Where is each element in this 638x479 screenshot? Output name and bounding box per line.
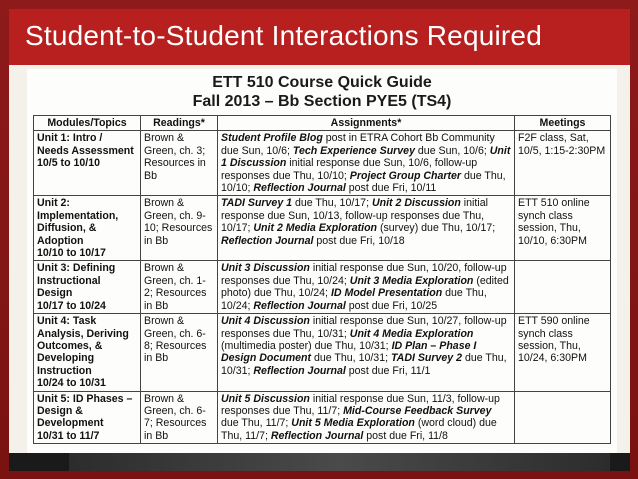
module-name: Unit 5: ID Phases – Design & Development [37, 392, 133, 430]
meetings-cell [515, 261, 611, 314]
readings-cell: Brown & Green, ch. 6-8; Resources in Bb [141, 314, 218, 391]
assignment-text: post due Fri, 11/1 [345, 364, 431, 377]
readings-cell: Brown & Green, ch. 3; Resources in Bb [141, 131, 218, 196]
assignment-text: post in ETRA Cohort Bb Community due Sun, 10/6; [221, 132, 495, 157]
assignments-cell [218, 314, 515, 391]
module-dates: 10/5 to 10/10 [37, 157, 101, 170]
readings-cell: Brown & Green, ch. 1-2; Resources in Bb [141, 261, 218, 314]
assignment-text: post due Fri, 11/8 [363, 429, 448, 442]
assignment-text: due Thu, 10/24; [221, 287, 487, 312]
assignment-name: Student Profile Blog [221, 132, 323, 145]
module-dates: 10/10 to 10/17 [37, 247, 106, 260]
module-name: Unit 2: Implementation, Diffusion, & Adoption [37, 197, 119, 247]
assignment-text: (word cloud) due Thu, 11/7; [221, 417, 497, 442]
module-cell [34, 196, 141, 261]
header-meetings: Meetings [515, 116, 611, 131]
module-name: Unit 1: Intro / Needs Assessment [37, 132, 134, 157]
table-row [34, 314, 611, 391]
module-dates: 10/24 to 10/31 [37, 377, 106, 390]
assignment-name: Tech Experience Survey [292, 144, 415, 157]
assignment-text: post due Fri, 10/11 [345, 182, 437, 195]
document-title [27, 73, 617, 111]
meetings-cell: ETT 510 online synch class session, Thu, 10/10, 6:30PM [515, 196, 611, 261]
assignment-name: TADI Survey 2 [390, 352, 463, 365]
assignment-name: Unit 1 Discussion [221, 144, 511, 170]
assignment-text: post due Fri, 10/25 [345, 299, 438, 312]
assignment-text: initial response due Sun, 10/6, follow-up responses due Thu, 10/10; [221, 157, 478, 182]
module-dates: 10/31 to 11/7 [37, 429, 100, 442]
assignment-text: (multimedia poster) due Thu, 10/31; [221, 339, 392, 352]
course-guide-document [27, 69, 617, 464]
document-title-line1: ETT 510 Course Quick Guide [212, 74, 432, 91]
assignments-cell [218, 261, 515, 314]
assignment-name: Unit 4 Media Exploration [349, 327, 474, 340]
assignment-name: Reflection Journal [270, 429, 364, 442]
assignment-text: initial response due Sun, 11/3, follow-up responses due Thu, 11/7; [221, 392, 500, 417]
table-row [34, 131, 611, 196]
assignment-text: due Thu, 10/10; [221, 169, 506, 195]
assignment-name: Reflection Journal [253, 182, 346, 195]
table-row [34, 391, 611, 444]
table-row [34, 196, 611, 261]
assignment-text: (survey) due Thu, 10/17; [377, 222, 496, 235]
assignment-name: ID Model Presentation [330, 287, 443, 300]
assignment-text: initial response due Sun, 10/13, follow-up responses due Thu, 10/17; [221, 197, 488, 235]
module-name: Unit 3: Defining Instructional Design [37, 262, 116, 300]
slide [9, 9, 630, 471]
assignment-name: Unit 5 Discussion [221, 392, 310, 405]
assignments-cell [218, 131, 515, 196]
assignment-name: Reflection Journal [253, 364, 346, 377]
module-dates: 10/17 to 10/24 [37, 299, 106, 312]
assignment-name: Unit 3 Media Exploration [349, 274, 474, 287]
assignment-name: Unit 3 Discussion [221, 262, 310, 275]
course-schedule-table [33, 115, 611, 444]
document-title-line2: Fall 2013 – Bb Section PYE5 (TS4) [192, 93, 452, 110]
assignment-text: due Thu, 11/7; [221, 417, 292, 430]
assignment-name: Unit 5 Media Exploration [291, 417, 415, 430]
header-readings: Readings* [141, 116, 218, 131]
assignment-text: post due Fri, 10/18 [313, 234, 405, 247]
assignment-name: ID Plan – Phase I Design Document [221, 339, 477, 365]
assignment-text: due Thu, 10/31; [311, 352, 391, 365]
readings-cell: Brown & Green, ch. 9-10; Resources in Bb [141, 196, 218, 261]
module-cell [34, 131, 141, 196]
header-assignments: Assignments* [218, 116, 515, 131]
assignment-name: Reflection Journal [253, 299, 346, 312]
assignments-cell [218, 391, 515, 444]
header-modules: Modules/Topics [34, 116, 141, 131]
assignment-name: Project Group Charter [349, 169, 462, 182]
readings-cell: Brown & Green, ch. 6-7; Resources in Bb [141, 391, 218, 444]
table-row [34, 261, 611, 314]
slide-title: Student-to-Student Interactions Required [25, 20, 542, 51]
meetings-cell: F2F class, Sat, 10/5, 1:15-2:30PM [515, 131, 611, 196]
module-cell [34, 261, 141, 314]
assignment-name: Mid-Course Feedback Survey [343, 404, 492, 417]
meetings-cell [515, 391, 611, 444]
assignments-cell [218, 196, 515, 261]
table-header-row [34, 116, 611, 131]
meetings-cell: ETT 590 online synch class session, Thu, 10/24, 6:30PM [515, 314, 611, 391]
assignment-name: Unit 4 Discussion [221, 315, 310, 328]
module-cell [34, 314, 141, 391]
title-bar [9, 9, 630, 65]
assignment-name: TADI Survey 1 [221, 197, 293, 210]
assignment-text: due Thu, 10/17; [292, 197, 372, 210]
assignment-name: Reflection Journal [221, 234, 314, 247]
assignment-text: (edited photo) due Thu, 10/24; [221, 274, 509, 300]
assignment-text: initial response due Sun, 10/27, follow-up responses due Thu, 10/31; [221, 315, 507, 340]
assignment-text: initial response due Sun, 10/20, follow-up responses due Thu, 10/24; [221, 262, 507, 287]
bottom-strip [9, 453, 630, 471]
assignment-name: Unit 2 Discussion [371, 197, 461, 210]
assignment-text: due Sun, 10/6; [414, 144, 490, 157]
module-name: Unit 4: Task Analysis, Deriving Outcomes, & Developing Instruction [37, 315, 129, 377]
assignment-text: due Thu, 10/31; [221, 352, 507, 377]
module-cell [34, 391, 141, 444]
assignment-name: Unit 2 Media Exploration [253, 222, 378, 235]
